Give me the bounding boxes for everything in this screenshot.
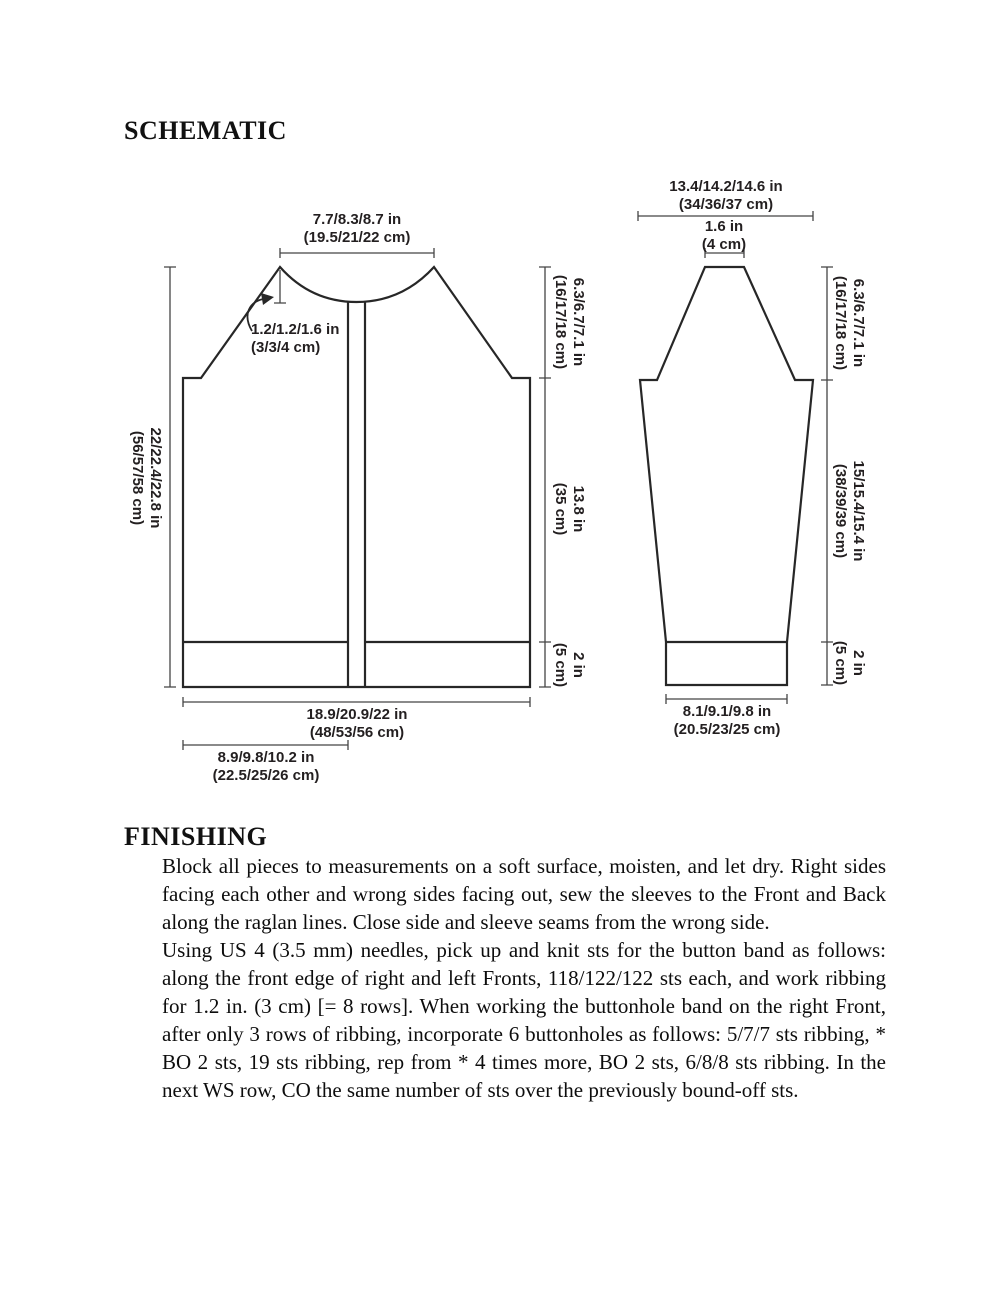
finishing-title: FINISHING	[124, 822, 268, 851]
label-sleeve-top-width: 13.4/14.2/14.6 in (34/36/37 cm)	[669, 178, 783, 213]
label-body-rib-height: 2 in (5 cm)	[552, 642, 587, 688]
label-body-bottom-width: 18.9/20.9/22 in (48/53/56 cm)	[306, 706, 408, 741]
label-body-side-length: 13.8 in (35 cm)	[552, 482, 587, 536]
label-body-raglan-height: 6.3/6.7/7.1 in (16/17/18 cm)	[552, 274, 587, 370]
sleeve-dimension-lines	[638, 211, 833, 704]
label-body-front-width: 8.9/9.8/10.2 in (22.5/25/26 cm)	[212, 749, 320, 784]
label-body-neck-width: 7.7/8.3/8.7 in (19.5/21/22 cm)	[303, 211, 411, 246]
label-sleeve-cap-top-width: 1.6 in (4 cm)	[701, 218, 747, 253]
label-body-total-length: 22/22.4/22.8 in (56/57/58 cm)	[129, 427, 164, 529]
sleeve-piece-outline	[640, 267, 813, 685]
label-sleeve-rib-height: 2 in (5 cm)	[832, 640, 867, 686]
front-band-lines	[348, 301, 365, 687]
label-sleeve-cuff-width: 8.1/9.1/9.8 in (20.5/23/25 cm)	[673, 703, 781, 738]
label-body-neck-drop: 1.2/1.2/1.6 in (3/3/4 cm)	[251, 321, 340, 356]
label-sleeve-cap-height: 6.3/6.7/7.1 in (16/17/18 cm)	[832, 275, 867, 371]
neck-drop-dimension	[274, 270, 286, 303]
finishing-text	[162, 852, 886, 1104]
schematic-title: SCHEMATIC	[124, 116, 287, 145]
finishing-paragraph-1: Block all pieces to measurements on a soft surface, moisten, and let dry. Right sides facing each other and wrong sides facing out, sew the sleeves to the Front and Back along the raglan lines. Close side and sleeve seams from the wrong side.	[162, 854, 886, 934]
finishing-paragraph-2: Using US 4 (3.5 mm) needles, pick up and knit sts for the button band as follows: along the front edge of right and left Fronts, 118/122/122 sts each, and work ribbing for 1.2 in. (3 cm) [= 8 rows]. When working the buttonhole band on the right Front, after only 3 rows of ribbing, incorporate 6 buttonholes as follows: 5/7/7 sts ribbing, * BO 2 sts, 19 sts ribbing, rep from * 4 times more, BO 2 sts, 6/8/8 sts ribbing. In the next WS row, CO the same number of sts over the previously bound-off sts.	[162, 938, 886, 1102]
body-piece-outline	[183, 267, 530, 687]
body-dimension-lines	[164, 248, 551, 750]
label-sleeve-length: 15/15.4/15.4 in (38/39/39 cm)	[832, 460, 867, 562]
